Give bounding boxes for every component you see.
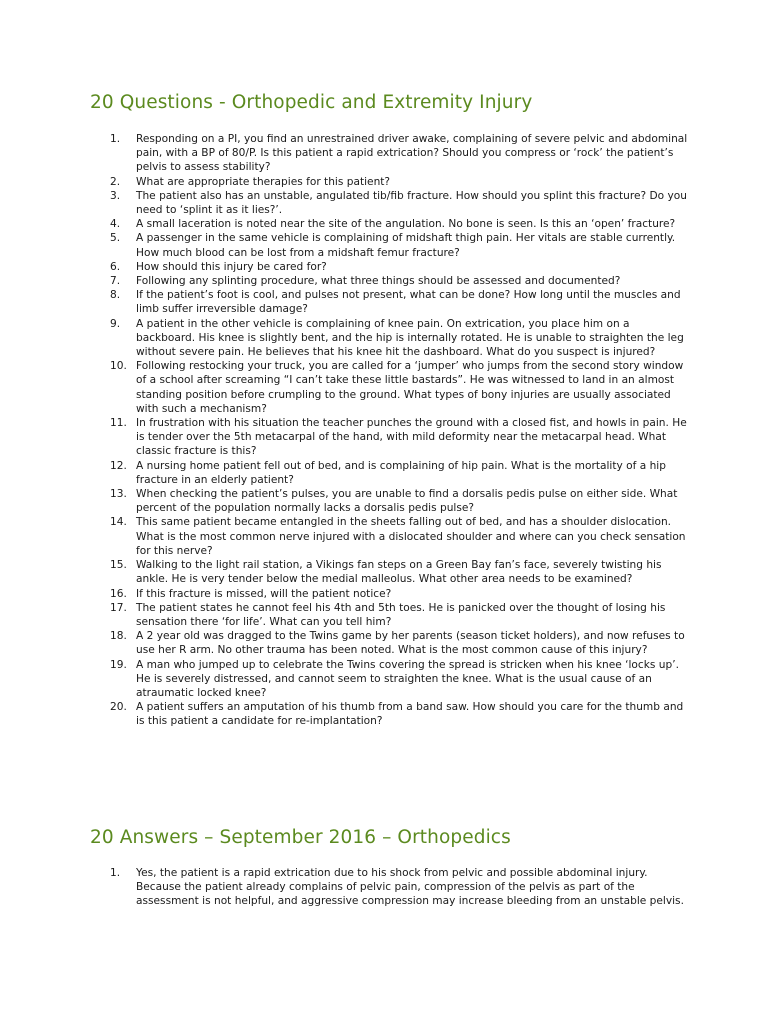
answers-list: [90, 866, 690, 909]
question-item: [90, 132, 690, 175]
question-item-number: 15.: [110, 559, 127, 572]
question-item-number: 18.: [110, 630, 127, 643]
question-item-number: 11.: [110, 417, 127, 430]
question-item: [90, 459, 690, 487]
questions-heading: 20 Questions - Orthopedic and Extremity Injury: [90, 92, 533, 113]
question-item: [90, 587, 690, 601]
question-item-number: 2.: [110, 175, 121, 188]
question-item-text: How should this injury be cared for?: [136, 260, 327, 273]
question-item: [90, 487, 690, 515]
question-item: [90, 274, 690, 288]
question-item-number: 17.: [110, 601, 127, 614]
question-item-number: 13.: [110, 488, 127, 501]
answer-item-number: 1.: [110, 867, 121, 879]
question-item-number: 12.: [110, 459, 127, 472]
question-item-text: The patient also has an unstable, angulated tib/fib fracture. How should you splint this fracture? Do you need to ‘splint it as it lies?’.: [136, 189, 687, 217]
question-item: [90, 658, 690, 701]
question-item: [90, 515, 690, 558]
question-item-text: The patient states he cannot feel his 4th and 5th toes. He is panicked over the thought of losing his sensation there ‘for life’. What can you tell him?: [136, 601, 666, 628]
question-item-text: Responding on a PI, you find an unrestrained driver awake, complaining of severe pelvic and abdominal pain, with a BP of 80/P. Is this patient a rapid extrication? Should you compress or ‘rock’ the patient’s pelvis to assess stability?: [136, 133, 688, 174]
question-item-number: 3.: [110, 189, 121, 202]
question-item-number: 5.: [110, 232, 121, 245]
question-item-number: 7.: [110, 275, 121, 288]
question-item: [90, 317, 690, 360]
question-item-number: 14.: [110, 516, 127, 529]
question-item-text: Walking to the light rail station, a Vikings fan steps on a Green Bay fan’s face, severely twisting his ankle. He is very tender below the medial malleolus. What other area needs to be examined?: [136, 559, 662, 586]
question-item-text: A patient in the other vehicle is complaining of knee pain. On extrication, you place him on a backboard. His knee is slightly bent, and the hip is internally rotated. He is unable to straighten the leg without severe pain. He believes that his knee hit the dashboard. What do you suspect is injured?: [136, 317, 684, 359]
question-item: [90, 700, 690, 728]
question-item: [90, 288, 690, 316]
question-item-text: A man who jumped up to celebrate the Twins covering the spread is stricken when his knee ‘locks up’. He is severely distressed, and cannot seem to straighten the knee. What is the usual cause of an atraumatic locked knee?: [136, 658, 679, 699]
question-item-number: 6.: [110, 260, 121, 273]
question-item: [90, 260, 690, 274]
question-item: [90, 416, 690, 459]
question-item-text: This same patient became entangled in the sheets falling out of bed, and has a shoulder dislocation. What is the most common nerve injured with a dislocated shoulder and where can you check sensation for this nerve?: [136, 516, 686, 557]
question-item-text: A 2 year old was dragged to the Twins game by her parents (season ticket holders), and now refuses to use her R arm. No other trauma has been noted. What is the most common cause of this injury?: [136, 630, 685, 657]
answers-heading: 20 Answers – September 2016 – Orthopedics: [90, 827, 511, 848]
question-item-text: If the patient’s foot is cool, and pulses not present, what can be done? How long until the muscles and limb suffer irreversible damage?: [136, 289, 681, 316]
question-item-number: 1.: [110, 133, 121, 145]
questions-list: [90, 132, 690, 729]
answer-item-text: Yes, the patient is a rapid extrication due to his shock from pelvic and possible abdominal injury. Because the patient already complains of pelvic pain, compression of the pelvis as part of the assessment is not helpful, and aggressive compression may increase bleeding from an unstable pelvis.: [136, 867, 684, 908]
question-item-number: 19.: [110, 658, 127, 671]
question-item: [90, 217, 690, 231]
question-item-text: When checking the patient’s pulses, you are unable to find a dorsalis pedis pulse on either side. What percent of the population normally lacks a dorsalis pedis pulse?: [136, 488, 678, 515]
question-item-text: A small laceration is noted near the site of the angulation. No bone is seen. Is this an ‘open’ fracture?: [136, 218, 676, 231]
question-item-number: 8.: [110, 289, 121, 302]
question-item-text: Following restocking your truck, you are called for a ‘jumper’ who jumps from the second story window of a school after screaming “I can’t take these little bastards”. He was witnessed to land in an almost standing position before crumpling to the ground. What types of bony injuries are usually associated with such a mechanism?: [136, 360, 684, 415]
question-item-text: A nursing home patient fell out of bed, and is complaining of hip pain. What is the mortality of a hip fracture in an elderly patient?: [136, 459, 666, 486]
question-item: [90, 175, 690, 189]
question-item: [90, 601, 690, 629]
question-item: [90, 558, 690, 586]
question-item-text: If this fracture is missed, will the patient notice?: [136, 587, 392, 600]
question-item-text: What are appropriate therapies for this patient?: [136, 175, 391, 188]
question-item-number: 4.: [110, 218, 121, 231]
question-item-number: 9.: [110, 317, 121, 330]
question-item: [90, 189, 690, 217]
question-item-number: 10.: [110, 360, 127, 373]
question-item-text: A patient suffers an amputation of his thumb from a band saw. How should you care for the thumb and is this patient a candidate for re-implantation?: [136, 701, 684, 728]
question-item-text: Following any splinting procedure, what three things should be assessed and documented?: [136, 275, 621, 288]
answer-item: [90, 866, 690, 909]
question-item-number: 16.: [110, 587, 127, 600]
question-item: [90, 231, 690, 259]
question-item: [90, 629, 690, 657]
question-item-text: In frustration with his situation the teacher punches the ground with a closed fist, and howls in pain. He is tender over the 5th metacarpal of the hand, with mild deformity near the metacarpal head. What classic fracture is this?: [136, 417, 687, 458]
question-item-number: 20.: [110, 701, 127, 714]
question-item: [90, 359, 690, 416]
question-item-text: A passenger in the same vehicle is complaining of midshaft thigh pain. Her vitals are stable currently. How much blood can be lost from a midshaft femur fracture?: [136, 232, 676, 259]
